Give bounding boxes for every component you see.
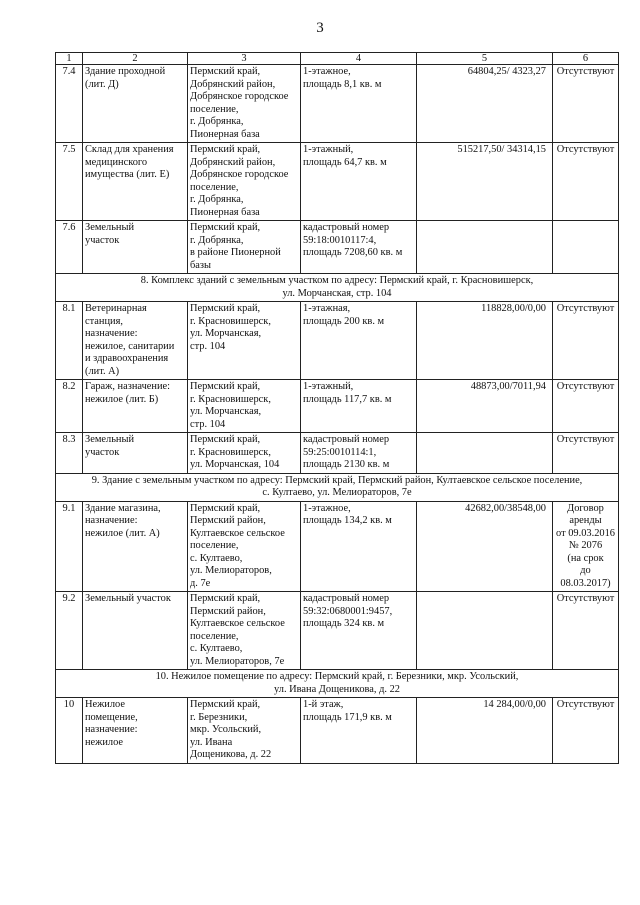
item-encumbrance: Отсутствуют xyxy=(553,143,619,221)
item-encumbrance: Отсутствуют xyxy=(553,380,619,433)
item-name: Гараж, назначение: нежилое (лит. Б) xyxy=(83,380,188,433)
column-number: 5 xyxy=(417,53,553,65)
item-number: 8.3 xyxy=(56,433,83,474)
item-description: кадастровый номер 59:32:0680001:9457, площадь 324 кв. м xyxy=(301,592,417,670)
item-name: Ветеринарная станция, назначение: нежилое, санитарии и здравоохранения (лит. А) xyxy=(83,302,188,380)
item-value xyxy=(417,433,553,474)
item-description: 1-этажный, площадь 117,7 кв. м xyxy=(301,380,417,433)
table-row xyxy=(56,143,619,221)
item-description: 1-этажная, площадь 200 кв. м xyxy=(301,302,417,380)
item-value xyxy=(417,592,553,670)
item-name: Земельный участок xyxy=(83,221,188,274)
column-number-row xyxy=(56,53,619,65)
table-row xyxy=(56,433,619,474)
item-address: Пермский край, г. Березники, мкр. Усольский, ул. Ивана Дощеникова, д. 22 xyxy=(188,698,301,764)
section-header-row xyxy=(56,670,619,698)
item-number: 9.2 xyxy=(56,592,83,670)
item-number: 7.5 xyxy=(56,143,83,221)
section-title: 10. Нежилое помещение по адресу: Пермский край, г. Березники, мкр. Усольский, ул. Ивана Дощеникова, д. 22 xyxy=(56,670,619,698)
item-number: 10 xyxy=(56,698,83,764)
item-description: 1-этажный, площадь 64,7 кв. м xyxy=(301,143,417,221)
item-address: Пермский край, г. Добрянка, в районе Пионерной базы xyxy=(188,221,301,274)
item-value: 42682,00/38548,00 xyxy=(417,501,553,592)
item-name: Нежилое помещение, назначение: нежилое xyxy=(83,698,188,764)
item-address: Пермский край, Пермский район, Култаевское сельское поселение, с. Култаево, ул. Мелиораторов, д. 7е xyxy=(188,501,301,592)
section-header-row xyxy=(56,473,619,501)
section-title: 8. Комплекс зданий с земельным участком по адресу: Пермский край, г. Красновишерск, ул. Морчанская, стр. 104 xyxy=(56,274,619,302)
item-encumbrance: Отсутствуют xyxy=(553,592,619,670)
column-number: 4 xyxy=(301,53,417,65)
column-number: 2 xyxy=(83,53,188,65)
item-address: Пермский край, Добрянский район, Добрянское городское поселение, г. Добрянка, Пионерная база xyxy=(188,143,301,221)
item-address: Пермский край, Добрянский район, Добрянское городское поселение, г. Добрянка, Пионерная база xyxy=(188,65,301,143)
item-address: Пермский край, г. Красновишерск, ул. Морчанская, стр. 104 xyxy=(188,302,301,380)
item-value: 64804,25/ 4323,27 xyxy=(417,65,553,143)
item-description: 1-этажное, площадь 134,2 кв. м xyxy=(301,501,417,592)
item-encumbrance: Отсутствуют xyxy=(553,433,619,474)
table-row xyxy=(56,302,619,380)
item-name: Здание проходной (лит. Д) xyxy=(83,65,188,143)
item-value: 14 284,00/0,00 xyxy=(417,698,553,764)
item-encumbrance: Отсутствуют xyxy=(553,302,619,380)
item-encumbrance: Договор аренды от 09.03.2016 № 2076 (на срок до 08.03.2017) xyxy=(553,501,619,592)
item-description: кадастровый номер 59:25:0010114:1, площадь 2130 кв. м xyxy=(301,433,417,474)
table-row xyxy=(56,592,619,670)
item-number: 8.1 xyxy=(56,302,83,380)
item-value: 515217,50/ 34314,15 xyxy=(417,143,553,221)
item-value xyxy=(417,221,553,274)
item-description: кадастровый номер 59:18:0010117:4, площадь 7208,60 кв. м xyxy=(301,221,417,274)
section-header-row xyxy=(56,274,619,302)
table-row xyxy=(56,501,619,592)
section-title: 9. Здание с земельным участком по адресу: Пермский край, Пермский район, Култаевское сельское поселение, с. Култаево, ул. Мелиораторов, 7е xyxy=(56,473,619,501)
item-number: 8.2 xyxy=(56,380,83,433)
item-name: Земельный участок xyxy=(83,592,188,670)
table-row xyxy=(56,221,619,274)
item-encumbrance: Отсутствуют xyxy=(553,698,619,764)
item-number: 7.6 xyxy=(56,221,83,274)
item-name: Земельный участок xyxy=(83,433,188,474)
item-value: 118828,00/0,00 xyxy=(417,302,553,380)
table-body xyxy=(56,53,619,764)
item-address: Пермский край, г. Красновишерск, ул. Морчанская, стр. 104 xyxy=(188,380,301,433)
item-description: 1-этажное, площадь 8,1 кв. м xyxy=(301,65,417,143)
column-number: 3 xyxy=(188,53,301,65)
item-encumbrance xyxy=(553,221,619,274)
table-row xyxy=(56,380,619,433)
page-number: 3 xyxy=(316,20,324,36)
item-name: Здание магазина, назначение: нежилое (лит. А) xyxy=(83,501,188,592)
table-row xyxy=(56,65,619,143)
item-description: 1-й этаж, площадь 171,9 кв. м xyxy=(301,698,417,764)
item-address: Пермский край, Пермский район, Култаевское сельское поселение, с. Култаево, ул. Мелиораторов, 7е xyxy=(188,592,301,670)
column-number: 6 xyxy=(553,53,619,65)
item-number: 9.1 xyxy=(56,501,83,592)
column-number: 1 xyxy=(56,53,83,65)
item-number: 7.4 xyxy=(56,65,83,143)
table-row xyxy=(56,698,619,764)
item-address: Пермский край, г. Красновишерск, ул. Морчанская, 104 xyxy=(188,433,301,474)
item-value: 48873,00/7011,94 xyxy=(417,380,553,433)
property-table xyxy=(55,52,619,764)
item-name: Склад для хранения медицинского имущества (лит. Е) xyxy=(83,143,188,221)
item-encumbrance: Отсутствуют xyxy=(553,65,619,143)
